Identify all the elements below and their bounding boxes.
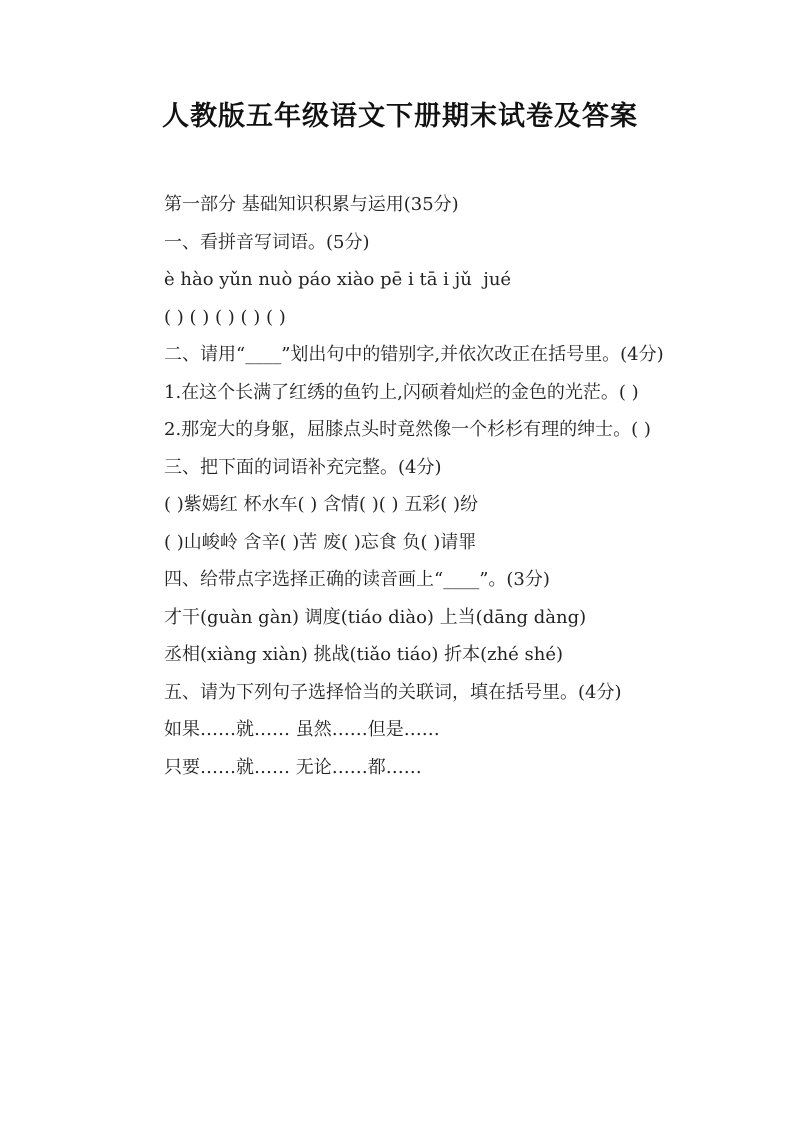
pinyin-line: è hào yǔn nuò páo xiào pē i tā i jǔ jué [164,269,512,290]
answer-blanks: ( ) ( ) ( ) ( ) ( ) [164,306,286,328]
question-heading-4: 四、给带点字选择正确的读音画上“____”。(3分) [164,569,550,590]
conjunction-row-1: 如果……就…… 虽然……但是…… [164,719,440,740]
sentence-item-1: 1.在这个长满了红绣的鱼钓上,闪硕着灿烂的金色的光茫。( ) [164,381,639,403]
document-title: 人教版五年级语文下册期末试卷及答案 [162,101,638,132]
question-heading-1: 一、看拼音写词语。(5分) [164,231,370,253]
reading-row-2: 丞相(xiàng xiàn) 挑战(tiǎo tiáo) 折本(zhé shé) [164,644,564,665]
idiom-row-2: ( )山峻岭 含辛( )苦 废( )忘食 负( )请罪 [164,531,477,553]
question-heading-3: 三、把下面的词语补充完整。(4分) [164,456,442,478]
section-heading-part-one: 第一部分 基础知识积累与运用(35分) [164,194,459,215]
sentence-item-2: 2.那宠大的身躯，屈膝点头时竟然像一个杉杉有理的绅士。( ) [164,419,651,440]
reading-row-1: 才干(guàn gàn) 调度(tiáo diào) 上当(dāng dàng) [164,606,587,628]
idiom-row-1: ( )紫嫣红 杯水车( ) 含情( )( ) 五彩( )纷 [164,494,478,515]
question-heading-2: 二、请用“____”划出句中的错别字,并依次改正在括号里。(4分) [164,344,664,365]
question-heading-5: 五、请为下列句子选择恰当的关联词，填在括号里。(4分) [164,681,622,703]
conjunction-row-2: 只要……就…… 无论……都…… [164,756,422,778]
document-body [123,186,683,786]
